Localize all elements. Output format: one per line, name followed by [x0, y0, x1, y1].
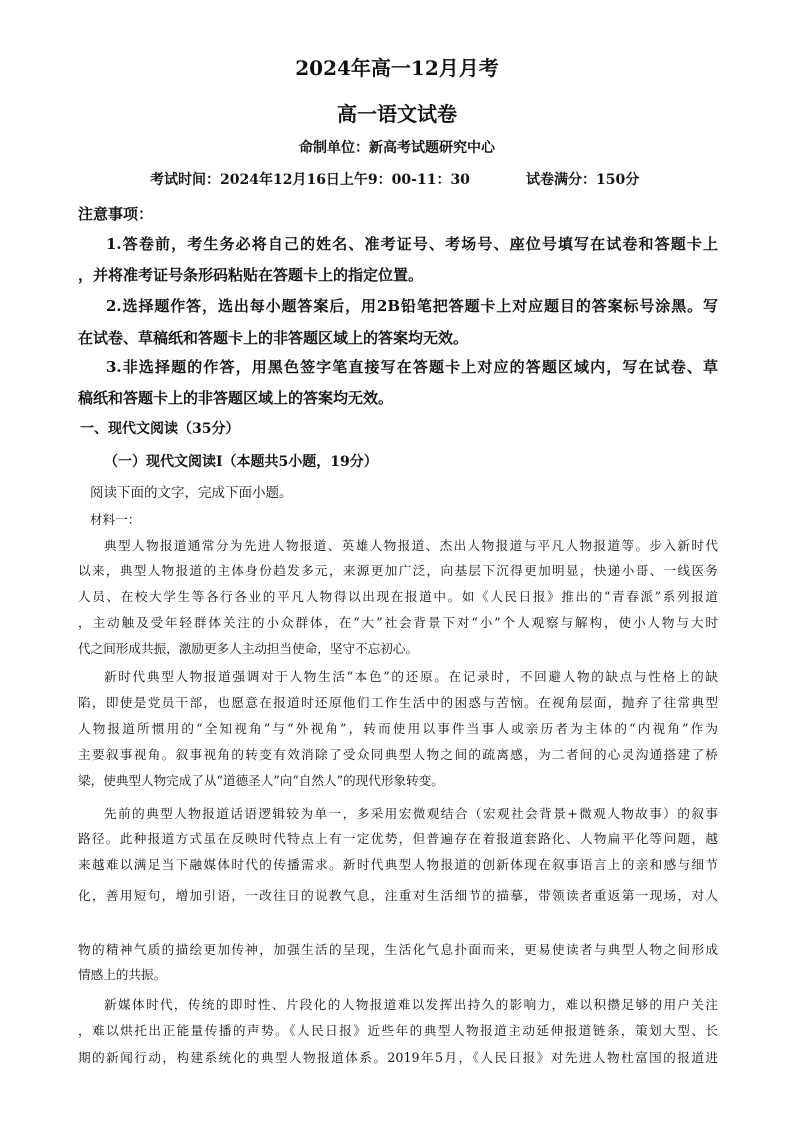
- notice-heading: 注意事项：: [78, 205, 154, 223]
- body-line: 来越难以满足当下融媒体时代的传播需求。新时代典型人物报道的创新体现在叙事语言上的亲和感与细节: [78, 857, 718, 872]
- notice-line: ，并将准考证号条形码粘贴在答题卡上的指定位置。: [78, 266, 424, 284]
- body-line: 以来，典型人物报道的主体身份趋发多元，来源更加广泛，向基层下沉得更加明显，快递小哥、一线医务: [78, 563, 718, 578]
- body-line: ，主动触及受年轻群体关注的小众群体，在“大”社会背景下对“小”个人观察与解构，使小人物与大时: [78, 615, 718, 630]
- exam-title: 2024年高一12月月考: [295, 56, 499, 80]
- notice-line: 稿纸和答题卡上的非答题区域上的答案均无效。: [78, 389, 394, 407]
- paper-title: 高一语文试卷: [337, 102, 457, 126]
- instruction: 阅读下面的文字，完成下面小题。: [90, 485, 293, 501]
- body-line: 人物报道所惯用的“全知视角”与“外视角”，转而使用以事件当事人或亲历者为主体的“内视角”作为: [78, 721, 718, 736]
- body-line: 人员、在校大学生等各行各业的平凡人物得以出现在报道中。如《人民日报》推出的“青春派”系列报道: [78, 589, 718, 604]
- body-line: 路径。此种报道方式虽在反映时代特点上有一定优势，但普遍存在着报道套路化、人物扁平化等问题，越: [78, 831, 718, 846]
- exam-time: 考试时间：2024年12月16日上午9：00-11：30: [150, 172, 470, 188]
- body-line: 新媒体时代，传统的即时性、片段化的人物报道难以发挥出持久的影响力，难以积攒足够的用户关注: [104, 997, 718, 1012]
- body-line: 情感上的共振。: [78, 967, 167, 982]
- section-title: 一、现代文阅读（35分）: [80, 421, 240, 437]
- body-line: 梁，使典型人物完成了从“道德圣人”向“自然人”的现代形象转变。: [78, 773, 444, 788]
- notice-line: 3.非选择题的作答，用黑色签字笔直接写在答题卡上对应的答题区域内，写在试卷、草: [106, 358, 718, 376]
- full-score: 试卷满分：150分: [526, 172, 640, 188]
- body-line: 新时代典型人物报道强调对于人物生活“本色”的还原。在记录时，不回避人物的缺点与性格上的缺: [104, 669, 718, 684]
- body-line: ，难以烘托出正能量传播的声势。《人民日报》近些年的典型人物报道主动延伸报道链条，策划大型、长: [78, 1023, 718, 1038]
- issuer-line: 命制单位：新高考试题研究中心: [299, 140, 495, 156]
- body-line: 先前的典型人物报道话语逻辑较为单一，多采用宏微观结合（宏观社会背景+微观人物故事）的叙事: [104, 806, 718, 821]
- notice-line: 2.选择题作答，选出每小题答案后，用2B铅笔把答题卡上对应题目的答案标号涂黑。写: [106, 297, 718, 315]
- body-line: 主要叙事视角。叙事视角的转变有效消除了受众同典型人物之间的疏离感，为二者间的心灵沟通搭建了桥: [78, 747, 718, 762]
- notice-line: 1.答卷前，考生务必将自己的姓名、准考证号、考场号、座位号填写在试卷和答题卡上: [106, 235, 718, 253]
- body-line: 化，善用短句，增加引语，一改往日的说教气息，注重对生活细节的描摹，带领读者重返第一现场，对人: [78, 888, 718, 903]
- section-subtitle: （一）现代文阅读Ⅰ（本题共5小题，19分）: [104, 454, 378, 470]
- body-line: 期的新闻行动，构建系统化的典型人物报道体系。2019年5月，《人民日报》对先进人物杜富国的报道进: [78, 1050, 718, 1065]
- material-label: 材料一：: [90, 512, 141, 527]
- body-line: 代之间形成共振，激励更多人主动担当使命，坚守不忘初心。: [78, 641, 419, 656]
- notice-line: 在试卷、草稿纸和答题卡上的非答题区域上的答案均无效。: [78, 329, 469, 347]
- body-line: 陷，即使是党员干部，也愿意在报道时还原他们工作生活中的困惑与苦恼。在视角层面，抛弃了往常典型: [78, 695, 718, 710]
- body-line: 物的精神气质的描绘更加传神，加强生活的呈现，生活化气息扑面而来，更易使读者与典型人物之间形成: [78, 942, 718, 957]
- body-line: 典型人物报道通常分为先进人物报道、英雄人物报道、杰出人物报道与平凡人物报道等。步入新时代: [104, 538, 718, 553]
